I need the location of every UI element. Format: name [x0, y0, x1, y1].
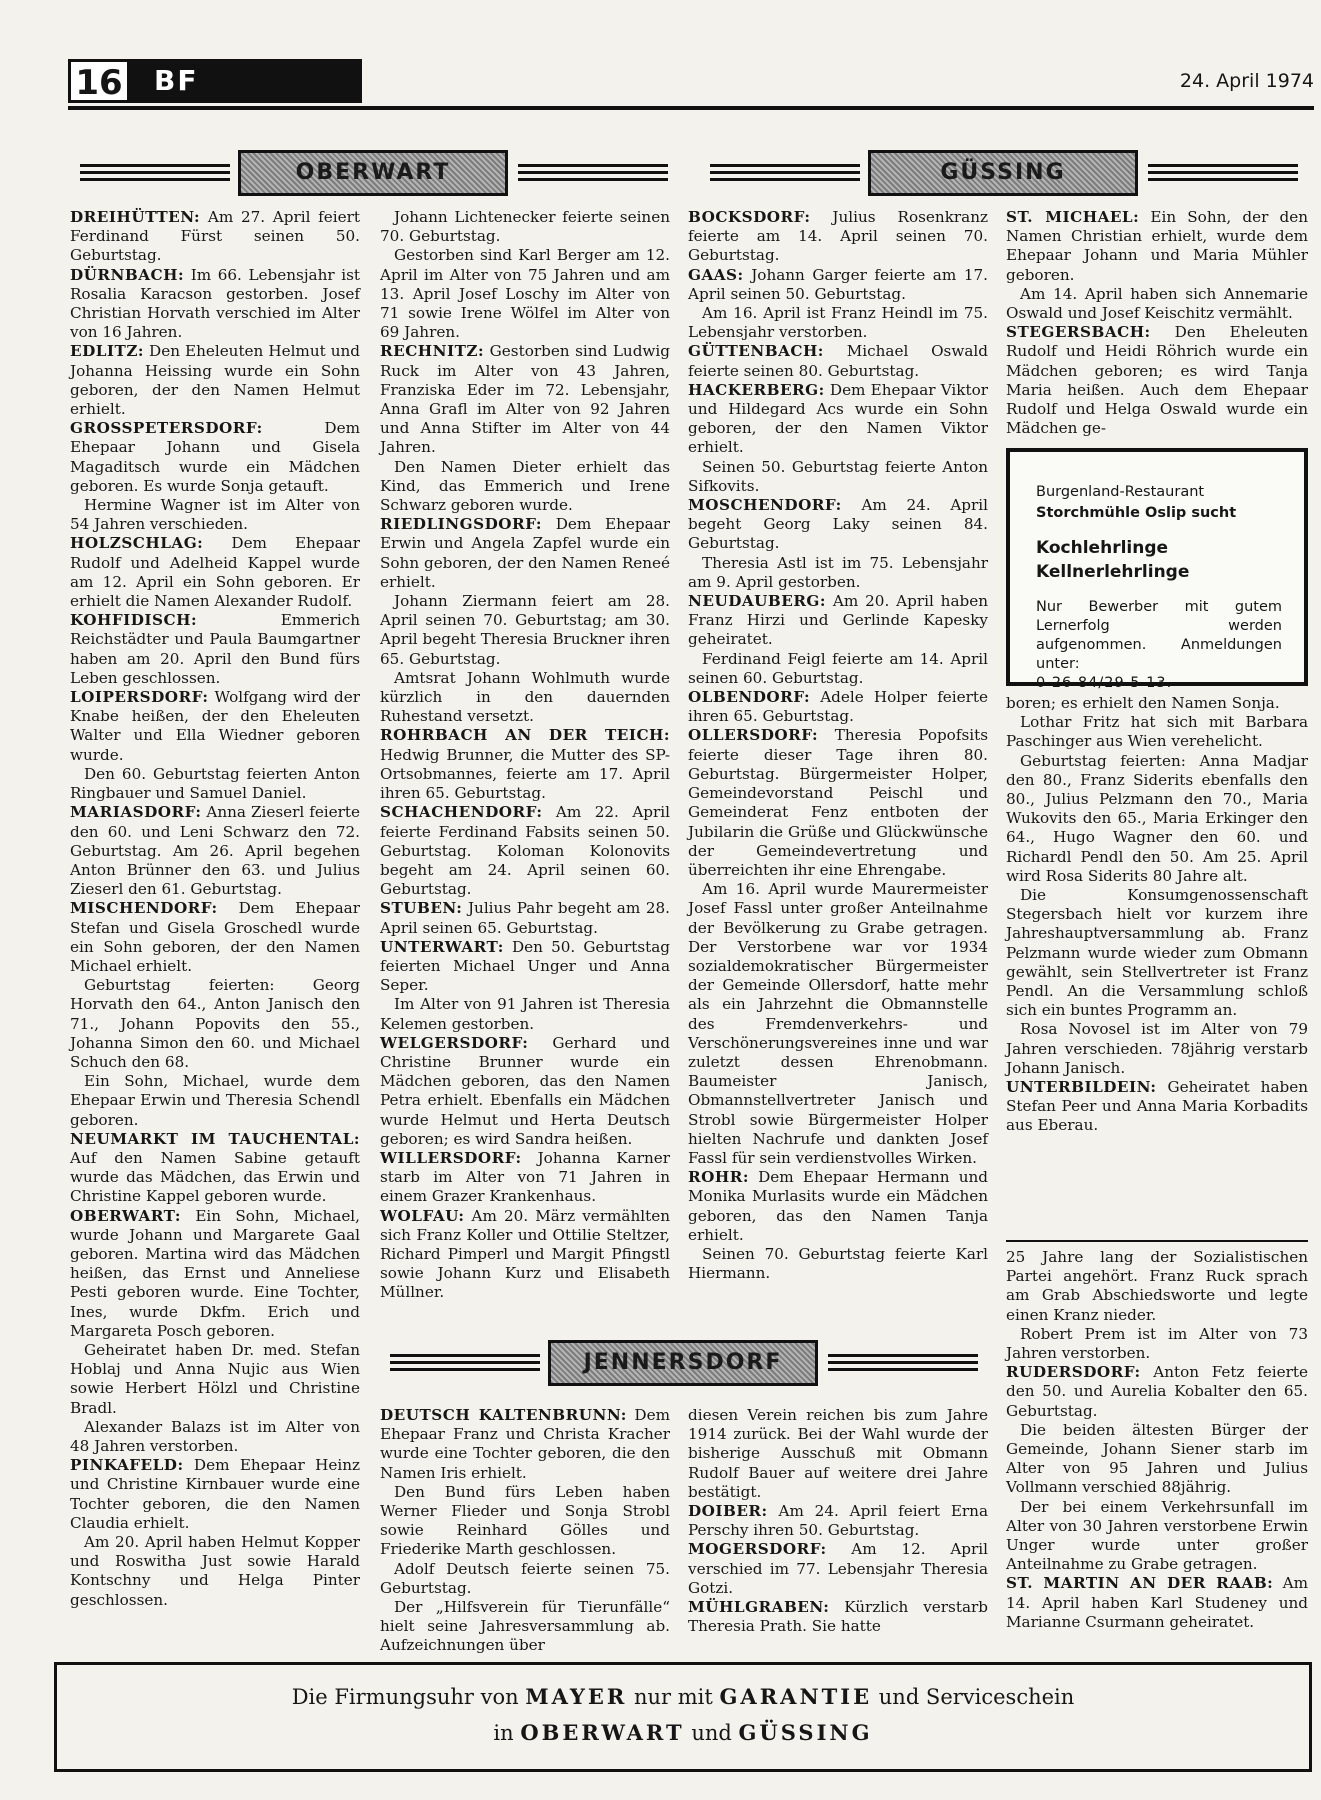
article-text: Im 66. Lebensjahr ist Rosalia Karacson gestorben. Josef Christian Horvath verschied im Alter von 16 Jahren.: [70, 265, 360, 342]
article-paragraph: [380, 1034, 670, 1149]
article-text: Dem Ehepaar Heinz und Christine Kirnbauer wurde eine Tochter geboren, die den Namen Claudia erhielt.: [70, 1456, 360, 1532]
banner-lines-left: [710, 164, 860, 182]
article-paragraph: [688, 381, 988, 458]
article-paragraph: [688, 1245, 988, 1283]
article-text: Hermine Wagner ist im Alter von 54 Jahren verschieden.: [70, 496, 360, 534]
article-paragraph: [70, 1341, 360, 1418]
article-text: Im Alter von 91 Jahren ist Theresia Kelemen gestorben.: [380, 995, 670, 1033]
place-name: HOLZSCHLAG:: [70, 534, 204, 553]
article-text: Johanna Karner starb im Alter von 71 Jahren in einem Grazer Krankenhaus.: [380, 1148, 670, 1206]
article-text: Am 20. April haben Franz Hirzi und Gerlinde Kapesky geheiratet.: [688, 592, 988, 649]
article-text: Michael Oswald feierte seinen 80. Geburtstag.: [688, 342, 988, 380]
bottom-ad-text: Die Firmungsuhr von: [291, 1685, 526, 1709]
article-paragraph: [70, 342, 360, 419]
article-text: Lothar Fritz hat sich mit Barbara Paschinger aus Wien verehelicht.: [1006, 713, 1308, 751]
article-paragraph: [688, 592, 988, 650]
article-text: Ein Sohn, Michael, wurde Johann und Margarete Gaal geboren. Martina wird das Mädchen heißen, das Ernst und Anneliese Pesti geboren wurde. Eine Tochter, Ines, wurde Dkfm. Erich und Margareta Posch geboren.: [70, 1206, 360, 1340]
article-text: Johann Ziermann feiert am 28. April seinen 70. Geburtstag; am 30. April begeht Theresia Bruckner ihren 65. Geburtstag.: [380, 592, 670, 668]
article-paragraph: [70, 1456, 360, 1533]
article-text: Am 12. April verschied im 77. Lebensjahr Theresia Gotzi.: [688, 1540, 988, 1597]
article-text: Rosa Novosel ist im Alter von 79 Jahren verschieden. 78jährig verstarb Johann Janisch.: [1006, 1020, 1308, 1077]
article-text: Den Bund fürs Leben haben Werner Flieder und Sonja Strobl sowie Reinhard Gölles und Friederike Marth geschlossen.: [380, 1482, 670, 1559]
article-paragraph: [1006, 886, 1308, 1020]
article-text: Adele Holper feierte ihren 65. Geburtstag.: [688, 688, 988, 726]
article-paragraph: [70, 534, 360, 611]
column-guessing-2-middle: [1006, 694, 1308, 1136]
place-name: DEUTSCH KALTENBRUNN:: [380, 1406, 627, 1424]
ad-requirements: Nur Bewerber mit gutem Lernerfolg werden aufgenommen. Anmeldungen unter:: [1036, 599, 1282, 672]
article-paragraph: [70, 419, 360, 496]
article-paragraph: [688, 688, 988, 726]
article-paragraph: [70, 1072, 360, 1130]
banner-label: JENNERSDORF: [548, 1340, 818, 1386]
column-guessing-2-top: [1006, 208, 1308, 438]
place-name: STEGERSBACH:: [1006, 323, 1151, 342]
place-name: GÜTTENBACH:: [688, 342, 824, 361]
article-text: Ein Sohn, Michael, wurde dem Ehepaar Erwin und Theresia Schendl geboren.: [70, 1072, 360, 1129]
column-oberwart-2: [380, 208, 670, 1303]
article-text: Gestorben sind Karl Berger am 12. April im Alter von 75 Jahren und am 13. April Josef Loschy im Alter von 71 sowie Irene Wölfel im Alter von 69 Jahren.: [380, 246, 670, 342]
place-name: OBERWART:: [70, 1206, 182, 1225]
banner-lines-left: [80, 164, 230, 182]
banner-label: OBERWART: [238, 150, 508, 196]
page-number: 16: [68, 59, 130, 103]
article-text: Anna Zieserl feierte den 60. und Leni Schwarz den 72. Geburtstag. Am 26. April begehen Anton Brünner den 63. und Julius Zieserl den 61. Geburtstag.: [70, 803, 360, 899]
article-text: Geburtstag feierten: Georg Horvath den 64., Anton Janisch den 71., Johann Popovits den 55., Johanna Simon den 60. und Michael Schuch den 68.: [70, 976, 360, 1071]
place-name: KOHFIDISCH:: [70, 611, 198, 630]
banner-oberwart: [80, 150, 670, 196]
article-text: Geheiratet haben Stefan Peer und Anna Maria Korbadits aus Eberau.: [1006, 1078, 1308, 1135]
article-paragraph: [70, 1533, 360, 1610]
place-name: NEUDAUBERG:: [688, 592, 827, 611]
place-name: WELGERSDORF:: [380, 1033, 529, 1052]
article-text: Theresia Popofsits feierte dieser Tage ihren 80. Geburtstag. Bürgermeister Holper, Gemeindevorstand Peischl und Gemeinderat Fenz entboten der Jubilarin die Grüße und Glückwünsche der Gemeindevertretung und überreichten ihr eine Ehrengabe.: [688, 726, 988, 879]
place-name: MOGERSDORF:: [688, 1540, 827, 1559]
article-text: Gestorben sind Ludwig Ruck im Alter von 43 Jahren, Franziska Eder im 72. Lebensjahr, Anna Grafl im Alter von 92 Jahren und Anna Stifter im Alter von 44 Jahren.: [380, 342, 670, 457]
article-paragraph: [70, 899, 360, 976]
article-text: Den Namen Dieter erhielt das Kind, das Emmerich und Irene Schwarz geboren wurde.: [380, 457, 670, 515]
article-paragraph: [380, 669, 670, 727]
article-paragraph: [380, 592, 670, 669]
article-paragraph: [70, 1207, 360, 1341]
article-paragraph: [380, 208, 670, 246]
article-paragraph: [1006, 1574, 1308, 1632]
article-paragraph: [1006, 1248, 1308, 1325]
article-paragraph: [688, 1598, 988, 1636]
place-name: MARIASDORF:: [70, 803, 202, 822]
place-name: BOCKSDORF:: [688, 208, 811, 226]
place-name: PINKAFELD:: [70, 1456, 184, 1475]
article-paragraph: [70, 765, 360, 803]
article-paragraph: [70, 208, 360, 266]
place-name: SCHACHENDORF:: [380, 803, 543, 822]
article-paragraph: [688, 726, 988, 880]
bottom-ad-line-1: [57, 1679, 1309, 1715]
article-paragraph: [70, 496, 360, 534]
article-paragraph: [1006, 1363, 1308, 1421]
article-paragraph: [688, 458, 988, 496]
article-paragraph: [380, 515, 670, 592]
place-name: ROHR:: [688, 1168, 749, 1187]
place-name: STUBEN:: [380, 899, 463, 918]
place-name: HACKERBERG:: [688, 380, 825, 399]
article-paragraph: [688, 1406, 988, 1502]
article-paragraph: [1006, 752, 1308, 886]
article-text: Der bei einem Verkehrsunfall im Alter von 30 Jahren verstorbene Erwin Unger wurde unter großer Anteilnahme zu Grabe getragen.: [1006, 1497, 1308, 1574]
article-paragraph: [380, 1149, 670, 1207]
column-jennersdorf-2: [688, 1406, 988, 1636]
place-name: OLLERSDORF:: [688, 726, 819, 745]
article-paragraph: [380, 938, 670, 996]
article-text: Geburtstag feierten: Anna Madjar den 80., Franz Siderits ebenfalls den 80., Julius Pelzmann den 70., Maria Wukovits den 65., Maria Erkinger den 64., Hugo Wagner den 60. und Richardl Pendl den 50. Am 25. April wird Rosa Siderits 80 Jahre alt.: [1006, 751, 1308, 885]
article-text: Den 50. Geburtstag feierten Michael Unger und Anna Seper.: [380, 937, 670, 995]
article-paragraph: [380, 246, 670, 342]
bottom-ad-text: und: [684, 1721, 739, 1745]
article-paragraph: [1006, 1421, 1308, 1498]
column-oberwart-1: [70, 208, 360, 1610]
article-paragraph: [380, 1483, 670, 1560]
column-divider: [1006, 1240, 1308, 1242]
place-name: DREIHÜTTEN:: [70, 208, 201, 226]
article-text: Ein Sohn, der den Namen Christian erhielt, wurde dem Ehepaar Johann und Maria Mühler geboren.: [1006, 208, 1308, 284]
banner-jennersdorf: [390, 1340, 980, 1386]
article-text: Adolf Deutsch feierte seinen 75. Geburtstag.: [380, 1559, 670, 1597]
article-text: Am 16. April wurde Maurermeister Josef Fassl unter großer Anteilnahme der Bevölkerung zu Grabe getragen. Der Verstorbene war vor 1934 sozialdemokratischer Bürgermeister der Gemeinde Ollersdorf, hatte mehr als ein Jahrzehnt die Obmannstelle des Fremdenverkehrs- und Verschönerungsvereines inne und war zuletzt dessen Ehrenobmann. Baumeister Janisch, Obmannstellvertreter Janisch und Strobl sowie Bürgermeister Holper hielten Nachrufe und dankten Josef Fassl für sein verdienstvolles Wirken.: [688, 880, 988, 1167]
article-text: Am 20. April haben Helmut Kopper und Roswitha Just sowie Harald Kontschny und Helga Pinter geschlossen.: [70, 1533, 360, 1609]
article-text: diesen Verein reichen bis zum Jahre 1914 zurück. Bei der Wahl wurde der bisherige Ausschuß mit Obmann Rudolf Bauer auf weitere drei Jahre bestätigt.: [688, 1406, 988, 1501]
article-paragraph: [1006, 1078, 1308, 1136]
article-text: Am 20. März vermählten sich Franz Koller und Ottilie Steltzer, Richard Pimperl und Margit Pfingstl sowie Johann Kurz und Elisabeth Müllner.: [380, 1206, 670, 1302]
place-name: MISCHENDORF:: [70, 899, 218, 918]
article-text: Anton Fetz feierte den 50. und Aurelia Kobalter den 65. Geburtstag.: [1006, 1363, 1308, 1420]
bottom-advertisement: [54, 1662, 1312, 1772]
article-paragraph: [70, 1418, 360, 1456]
article-paragraph: [688, 342, 988, 380]
article-paragraph: [1006, 713, 1308, 751]
article-paragraph: [70, 611, 360, 688]
article-paragraph: [1006, 285, 1308, 323]
article-text: Robert Prem ist im Alter von 73 Jahren verstorben.: [1006, 1324, 1308, 1363]
article-text: Am 27. April feiert Ferdinand Fürst seinen 50. Geburtstag.: [70, 208, 360, 265]
article-text: Julius Rosenkranz feierte am 14. April seinen 70. Geburtstag.: [688, 208, 988, 265]
article-paragraph: [70, 1130, 360, 1207]
article-text: Emmerich Reichstädter und Paula Baumgartner haben am 20. April den Bund fürs Leben geschlossen.: [70, 611, 360, 687]
article-text: Am 22. April feierte Ferdinand Fabsits seinen 50. Geburtstag. Koloman Kolonovits begeht am 24. April seinen 60. Geburtstag.: [380, 803, 670, 899]
article-paragraph: [70, 803, 360, 899]
article-paragraph: [380, 803, 670, 899]
article-paragraph: [380, 726, 670, 803]
article-paragraph: [688, 266, 988, 304]
place-name: ST. MICHAEL:: [1006, 208, 1140, 226]
article-text: Alexander Balazs ist im Alter von 48 Jahren verstorben.: [70, 1417, 360, 1455]
article-text: Am 14. April haben sich Annemarie Oswald und Josef Keischitz vermählt.: [1006, 284, 1308, 323]
article-paragraph: [380, 1207, 670, 1303]
place-name: EDLITZ:: [70, 342, 145, 361]
section-logo: BF: [130, 59, 362, 103]
place-name: UNTERBILDEIN:: [1006, 1078, 1157, 1097]
article-paragraph: [688, 650, 988, 688]
article-text: Geheiratet haben Dr. med. Stefan Hoblaj und Anna Nujic aus Wien sowie Herbert Hölzl und Christine Bradl.: [70, 1340, 360, 1417]
article-text: Den 60. Geburtstag feierten Anton Ringbauer und Samuel Daniel.: [70, 764, 360, 803]
article-paragraph: [380, 1598, 670, 1656]
place-name: ROHRBACH AN DER TEICH:: [380, 726, 670, 745]
article-paragraph: [688, 1168, 988, 1245]
banner-guessing: [710, 150, 1300, 196]
article-text: Wolfgang wird der Knabe heißen, der den Eheleuten Walter und Ella Wiedner geboren wurde.: [70, 688, 360, 764]
article-text: Julius Pahr begeht am 28. April seinen 65. Geburtstag.: [380, 899, 670, 937]
article-text: Die beiden ältesten Bürger der Gemeinde, Johann Siener starb im Alter von 95 Jahren und Julius Vollmann verschied 88jährig.: [1006, 1420, 1308, 1497]
article-paragraph: [70, 976, 360, 1072]
ad-position-2: Kellnerlehrlinge: [1036, 562, 1190, 582]
article-paragraph: [1006, 1325, 1308, 1363]
place-name: ST. MARTIN AN DER RAAB:: [1006, 1574, 1274, 1593]
article-text: Auf den Namen Sabine getauft wurde das Mädchen, das Erwin und Christine Kappel geboren wurde.: [70, 1148, 360, 1206]
article-text: Am 24. April feiert Erna Perschy ihren 50. Geburtstag.: [688, 1502, 988, 1540]
column-guessing-1: [688, 208, 988, 1283]
article-text: Hedwig Brunner, die Mutter des SP-Ortsobmannes, feierte am 17. April ihren 65. Geburtstag.: [380, 745, 670, 803]
article-paragraph: [688, 1502, 988, 1540]
article-paragraph: [380, 342, 670, 457]
article-paragraph: [380, 899, 670, 937]
header-rule: [68, 106, 1314, 110]
article-paragraph: [688, 1540, 988, 1598]
article-text: Dem Ehepaar Stefan und Gisela Groschedl wurde ein Sohn geboren, der den Namen Michael erhielt.: [70, 899, 360, 975]
article-text: Der „Hilfsverein für Tierunfälle“ hielt seine Jahresversammlung ab. Aufzeichnungen über: [380, 1598, 670, 1655]
place-name: RUDERSDORF:: [1006, 1363, 1141, 1382]
bottom-ad-guarantee: GARANTIE: [719, 1684, 873, 1709]
article-paragraph: [380, 995, 670, 1033]
article-text: Dem Ehepaar Johann und Gisela Magaditsch wurde ein Mädchen geboren. Es wurde Sonja getauft.: [70, 419, 360, 495]
article-paragraph: [380, 458, 670, 516]
article-text: Am 24. April begeht Georg Laky seinen 84. Geburtstag.: [688, 496, 988, 553]
place-name: GROSSPETERSDORF:: [70, 419, 263, 438]
bottom-ad-text: nur mit: [627, 1685, 720, 1709]
column-jennersdorf-3: [1006, 1248, 1308, 1632]
article-paragraph: [688, 880, 988, 1168]
place-name: LOIPERSDORF:: [70, 688, 209, 707]
article-text: 25 Jahre lang der Sozialistischen Partei angehört. Franz Ruck sprach am Grab Abschiedsworte und legte einen Kranz nieder.: [1006, 1248, 1308, 1324]
article-text: boren; es erhielt den Namen Sonja.: [1006, 694, 1280, 712]
banner-lines-right: [828, 1354, 978, 1372]
article-text: Dem Ehepaar Rudolf und Adelheid Kappel wurde am 12. April ein Sohn geboren. Er erhielt die Namen Alexander Rudolf.: [70, 534, 360, 611]
banner-lines-left: [390, 1354, 540, 1372]
article-paragraph: [688, 554, 988, 592]
article-text: Theresia Astl ist im 75. Lebensjahr am 9. April gestorben.: [688, 553, 988, 591]
ad-restaurant: Burgenland-Restaurant: [1036, 484, 1205, 500]
place-name: DÜRNBACH:: [70, 265, 185, 284]
job-advertisement: [1006, 448, 1308, 691]
banner-lines-right: [1148, 164, 1298, 182]
article-text: Gerhard und Christine Brunner wurde ein Mädchen geboren, das den Namen Petra erhielt. Ebenfalls ein Mädchen wurde Helmut und Herta Deutsch geboren; es wird Sandra heißen.: [380, 1033, 670, 1148]
place-name: GAAS:: [688, 265, 744, 284]
article-paragraph: [1006, 1020, 1308, 1078]
article-text: Ferdinand Feigl feierte am 14. April seinen 60. Geburtstag.: [688, 649, 988, 687]
article-text: Dem Ehepaar Franz und Christa Kracher wurde eine Tochter geboren, die den Namen Iris erhielt.: [380, 1406, 670, 1482]
article-text: Dem Ehepaar Erwin und Angela Zapfel wurde ein Sohn geboren, der den Namen Reneé erhielt.: [380, 515, 670, 591]
article-paragraph: [688, 304, 988, 342]
place-name: MOSCHENDORF:: [688, 496, 842, 515]
banner-lines-right: [518, 164, 668, 182]
article-paragraph: [70, 688, 360, 765]
article-paragraph: [380, 1406, 670, 1483]
ad-restaurant-name: Storchmühle Oslip sucht: [1036, 505, 1237, 521]
place-name: OLBENDORF:: [688, 688, 811, 707]
place-name: NEUMARKT IM TAUCHENTAL:: [70, 1129, 360, 1148]
article-paragraph: [1006, 1498, 1308, 1575]
page-header: [68, 56, 1314, 110]
article-text: Den Eheleuten Helmut und Johanna Heissing wurde ein Sohn geboren, der den Namen Helmut erhielt.: [70, 342, 360, 419]
article-text: Seinen 70. Geburtstag feierte Karl Hiermann.: [688, 1244, 988, 1283]
issue-date: 24. April 1974: [1179, 70, 1314, 92]
ad-position-1: Kochlehrlinge: [1036, 538, 1169, 558]
article-paragraph: [688, 208, 988, 266]
place-name: UNTERWART:: [380, 937, 504, 956]
place-name: RECHNITZ:: [380, 342, 485, 361]
ad-phone: 0 26 84/29 5 13.: [1036, 675, 1173, 691]
bottom-ad-brand: MAYER: [525, 1684, 628, 1709]
article-text: Johann Lichtenecker feierte seinen 70. Geburtstag.: [380, 208, 670, 246]
bottom-ad-city-2: GÜSSING: [738, 1720, 873, 1745]
article-paragraph: [1006, 694, 1308, 713]
article-text: Seinen 50. Geburtstag feierte Anton Sifkovits.: [688, 457, 988, 495]
article-text: Am 16. April ist Franz Heindl im 75. Lebensjahr verstorben.: [688, 304, 988, 342]
article-paragraph: [1006, 323, 1308, 438]
place-name: WOLFAU:: [380, 1206, 465, 1225]
bottom-ad-city-1: OBERWART: [520, 1720, 685, 1745]
article-paragraph: [70, 266, 360, 343]
place-name: DOIBER:: [688, 1502, 768, 1521]
article-paragraph: [380, 1560, 670, 1598]
place-name: MÜHLGRABEN:: [688, 1598, 830, 1617]
article-text: Johann Garger feierte am 17. April seinen 50. Geburtstag.: [688, 265, 988, 303]
article-text: Dem Ehepaar Viktor und Hildegard Acs wurde ein Sohn geboren, der den Namen Viktor erhielt.: [688, 380, 988, 457]
bottom-ad-text: und Serviceschein: [872, 1685, 1075, 1709]
article-paragraph: [688, 496, 988, 554]
article-text: Kürzlich verstarb Theresia Prath. Sie hatte: [688, 1598, 988, 1636]
bottom-ad-text: in: [493, 1721, 521, 1745]
article-text: Die Konsumgenossenschaft Stegersbach hielt vor kurzem ihre Jahreshauptversammlung ab. Franz Pelzmann wurde wieder zum Obmann gewählt, sein Stellvertreter ist Franz Pendl. An die Versammlung schloß sich ein buntes Programm an.: [1006, 886, 1308, 1020]
article-text: Amtsrat Johann Wohlmuth wurde kürzlich in den dauernden Ruhestand versetzt.: [380, 668, 670, 726]
place-name: RIEDLINGSDORF:: [380, 515, 542, 534]
article-text: Am 14. April haben Karl Studeney und Marianne Csurmann geheiratet.: [1006, 1574, 1308, 1631]
column-jennersdorf-1: [380, 1406, 670, 1656]
bottom-ad-line-2: [57, 1715, 1309, 1751]
article-text: Dem Ehepaar Hermann und Monika Murlasits wurde ein Mädchen geboren, das den Namen Tanja erhielt.: [688, 1168, 988, 1244]
banner-label: GÜSSING: [868, 150, 1138, 196]
article-paragraph: [1006, 208, 1308, 285]
article-text: Den Eheleuten Rudolf und Heidi Röhrich wurde ein Mädchen geboren; es wird Tanja Maria heißen. Auch dem Ehepaar Rudolf und Helga Oswald wurde ein Mädchen ge-: [1006, 323, 1308, 438]
place-name: WILLERSDORF:: [380, 1148, 522, 1167]
